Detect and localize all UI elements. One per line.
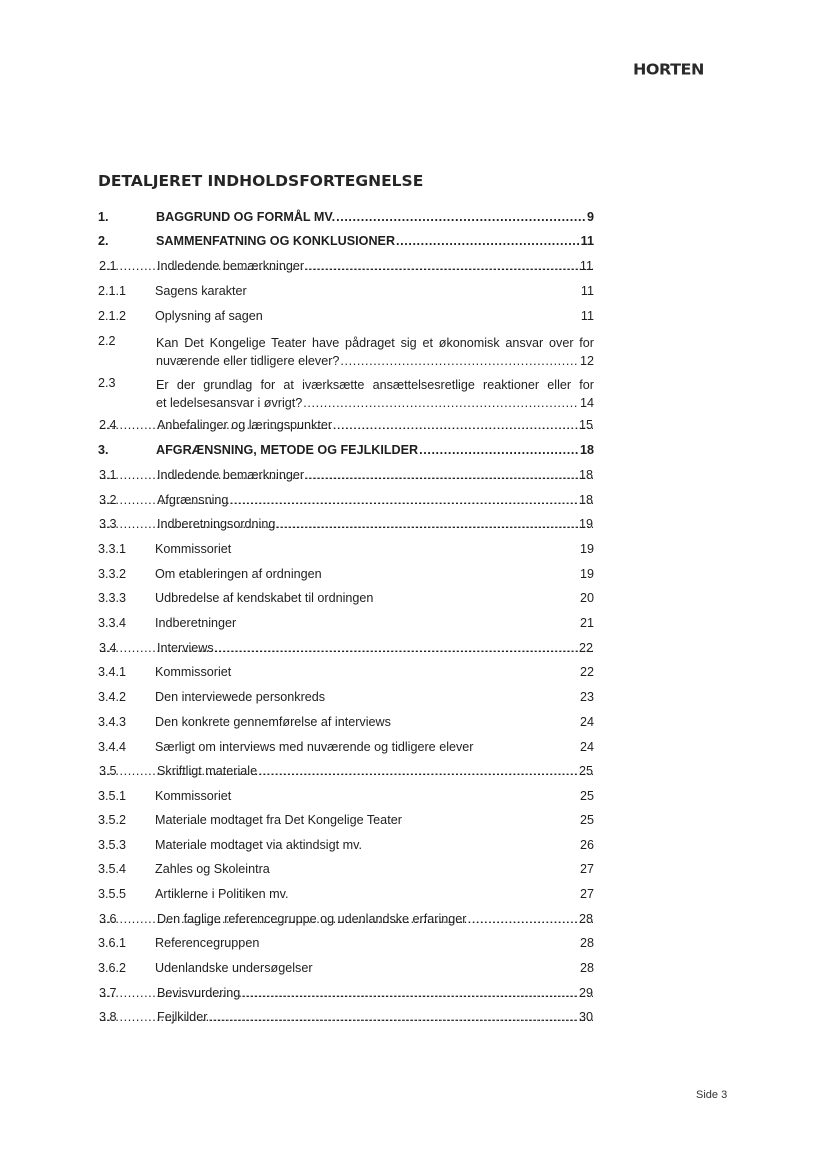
toc-entry-number: 3.5.3 — [98, 838, 127, 852]
toc-entry-title — [157, 418, 593, 432]
toc-entry-number: 2.1 — [99, 259, 117, 273]
toc-entry-page: 11 — [580, 284, 594, 298]
toc-entry-title — [156, 234, 594, 248]
toc-entry-title — [155, 591, 594, 605]
toc-entry-title — [155, 789, 594, 803]
toc-entry-title — [155, 862, 594, 876]
toc-entry[interactable] — [99, 517, 593, 535]
horten-logo: HORTEN — [633, 60, 704, 79]
toc-entry-title — [155, 887, 594, 901]
toc-entry-title-text: SAMMENFATNING OG KONKLUSIONER — [156, 234, 396, 248]
toc-entry[interactable] — [98, 567, 594, 585]
toc-entry-number: 3.3.2 — [98, 567, 127, 581]
toc-entry-title — [156, 334, 594, 370]
toc-entry-title — [157, 517, 593, 531]
toc-entry-page: 27 — [579, 862, 594, 876]
toc-entry-number: 3.4 — [99, 641, 117, 655]
toc-entry-number: 3. — [98, 443, 109, 457]
toc-entry-title — [155, 838, 594, 852]
toc-entry-title-text: Indledende bemærkninger — [157, 468, 305, 482]
toc-entry-page: 11 — [580, 234, 594, 248]
toc-entry-page: 18 — [578, 493, 593, 507]
toc-entry-title-text: Den interviewede personkreds — [155, 690, 326, 704]
toc-entry-number: 3.2 — [99, 493, 117, 507]
toc-entry-title — [157, 641, 593, 655]
toc-entry-page: 28 — [579, 961, 594, 975]
toc-entry-number: 3.7 — [99, 986, 117, 1000]
toc-entry-title-text: Den konkrete gennemførelse af interviews — [155, 715, 391, 729]
toc-entry[interactable] — [99, 468, 593, 486]
toc-entry-title — [157, 493, 593, 507]
toc-entry-number: 3.3.1 — [98, 542, 127, 556]
toc-entry-title — [157, 764, 593, 778]
toc-entry[interactable] — [98, 838, 594, 856]
toc-entry[interactable] — [99, 259, 593, 277]
toc-entry-page: 25 — [578, 764, 593, 778]
toc-entry-number: 2. — [98, 234, 109, 248]
toc-entry-title — [156, 210, 594, 224]
toc-entry-title-text: Referencegruppen — [155, 936, 260, 950]
toc-entry[interactable] — [99, 986, 593, 1004]
toc-entry-title-text: Indberetningsordning — [157, 517, 276, 531]
toc-entry-page: 11 — [580, 309, 594, 323]
toc-entry-title-text: Den faglige referencegruppe og udenlandske erfaringer — [157, 912, 467, 926]
toc-entry-title-text: Zahles og Skoleintra — [155, 862, 270, 876]
toc-entry-page: 18 — [578, 468, 593, 482]
dot-leader — [419, 443, 579, 457]
toc-entry-title — [157, 1010, 593, 1024]
toc-entry-title-text: Kommissoriet — [155, 665, 232, 679]
toc-entry-page: 28 — [579, 936, 594, 950]
toc-entry-page: 29 — [578, 986, 593, 1000]
toc-entry-number: 2.1.1 — [98, 284, 127, 298]
toc-entry-page: 21 — [579, 616, 594, 630]
toc-entry[interactable] — [98, 309, 594, 327]
dot-leader — [241, 986, 578, 1000]
toc-entry-title-text: Udenlandske undersøgelser — [155, 961, 313, 975]
toc-entry-title-text: Skriftligt materiale — [157, 764, 258, 778]
toc-entry-number: 3.1 — [99, 468, 117, 482]
toc-entry[interactable] — [98, 789, 594, 807]
page-number: Side 3 — [696, 1089, 728, 1101]
toc-entry-number: 3.4.4 — [98, 740, 127, 754]
toc-entry-title — [155, 567, 594, 581]
toc-entry-title-text: BAGGRUND OG FORMÅL MV. — [156, 210, 336, 224]
toc-entry-page: 24 — [579, 715, 594, 729]
toc-entry-number: 3.3 — [99, 517, 117, 531]
toc-entry[interactable] — [98, 887, 594, 905]
toc-entry-title — [155, 961, 594, 975]
toc-entry[interactable] — [99, 418, 593, 436]
toc-entry-title — [157, 986, 593, 1000]
dot-leader — [258, 764, 578, 778]
toc-entry[interactable] — [98, 961, 594, 979]
toc-entry-title — [157, 912, 593, 926]
toc-entry-number: 3.8 — [99, 1010, 117, 1024]
toc-entry[interactable] — [98, 690, 594, 708]
toc-entry-number: 3.5.4 — [98, 862, 127, 876]
toc-entry-title-text: Oplysning af sagen — [155, 309, 263, 323]
dot-leader — [215, 641, 578, 655]
toc-entry-number: 3.5.1 — [98, 789, 127, 803]
toc-entry-page: 11 — [579, 259, 593, 273]
toc-entry[interactable] — [98, 591, 594, 609]
toc-entry-title-line: Kan Det Kongelige Teater have pådraget sig et økonomisk ansvar over for — [156, 336, 594, 350]
toc-entry-number: 3.5.2 — [98, 813, 127, 827]
toc-entry-title — [156, 376, 594, 412]
toc-entry-title — [155, 542, 594, 556]
toc-entry-title-text: Indberetninger — [155, 616, 237, 630]
dot-leader — [305, 259, 579, 273]
toc-entry[interactable] — [98, 813, 594, 831]
toc-entry-number: 3.6.2 — [98, 961, 127, 975]
toc-entry-title — [155, 616, 594, 630]
toc-entry-title — [157, 468, 593, 482]
toc-entry-page: 23 — [579, 690, 594, 704]
dot-leader — [336, 210, 586, 224]
toc-entry-number: 3.4.2 — [98, 690, 127, 704]
toc-entry-title-text: Anbefalinger og læringspunkter — [157, 418, 333, 432]
toc-entry-page: 27 — [579, 887, 594, 901]
toc-entry[interactable] — [98, 542, 594, 560]
toc-entry-page: 18 — [579, 443, 594, 457]
toc-entry-title-text: Kommissoriet — [155, 542, 232, 556]
toc-entry-title-text: Interviews — [157, 641, 214, 655]
toc-entry-title-line — [156, 394, 594, 412]
toc-entry-number: 2.1.2 — [98, 309, 127, 323]
toc-entry-title-text: Artiklerne i Politiken mv. — [155, 887, 289, 901]
toc-entry-title-text: Udbredelse af kendskabet til ordningen — [155, 591, 374, 605]
dot-leader — [305, 468, 578, 482]
toc-entry[interactable] — [98, 616, 594, 634]
dot-leader — [340, 352, 579, 370]
toc-entry-title — [155, 813, 594, 827]
toc-entry-title-text: Særligt om interviews med nuværende og tidligere elever — [155, 740, 474, 754]
toc-entry-title-text: Fejlkilder — [157, 1010, 208, 1024]
toc-entry-title-text: Indledende bemærkninger — [157, 259, 305, 273]
toc-entry-page: 25 — [579, 813, 594, 827]
toc-entry[interactable] — [98, 862, 594, 880]
toc-entry[interactable] — [98, 284, 594, 302]
dot-leader — [333, 418, 578, 432]
toc-entry-title-text: et ledelsesansvar i øvrigt? — [156, 396, 303, 410]
toc-entry-title — [155, 690, 594, 704]
toc-entry-number: 2.3 — [98, 376, 116, 390]
toc-entry-number: 3.3.4 — [98, 616, 127, 630]
toc-entry-title-text: AFGRÆNSNING, METODE OG FEJLKILDER — [156, 443, 419, 457]
toc-entry[interactable] — [98, 443, 594, 461]
toc-entry-title-line: Er der grundlag for at iværksætte ansættelsesretlige reaktioner eller for — [156, 378, 594, 392]
toc-entry-page: 12 — [579, 354, 594, 368]
toc-entry-page: 19 — [579, 567, 594, 581]
page-title: DETALJERET INDHOLDSFORTEGNELSE — [98, 172, 424, 190]
toc-entry-page: 14 — [579, 396, 594, 410]
toc-entry[interactable] — [99, 641, 593, 659]
dot-leader — [276, 517, 578, 531]
toc-entry-title — [155, 715, 594, 729]
toc-entry[interactable] — [98, 210, 594, 228]
toc-entry-number: 3.3.3 — [98, 591, 127, 605]
toc-entry[interactable] — [98, 376, 594, 412]
toc-entry-page: 15 — [578, 418, 593, 432]
toc-entry-title-text: Materiale modtaget via aktindsigt mv. — [155, 838, 362, 852]
toc-entry[interactable] — [99, 493, 593, 511]
toc-entry-number: 2.2 — [98, 334, 116, 348]
toc-entry-page: 26 — [579, 838, 594, 852]
toc-entry[interactable] — [99, 764, 593, 782]
toc-entry-number: 3.4.1 — [98, 665, 127, 679]
toc-entry[interactable] — [98, 715, 594, 733]
toc-entry-number: 3.5.5 — [98, 887, 127, 901]
toc-entry-number: 1. — [98, 210, 109, 224]
toc-entry-title-text: Om etableringen af ordningen — [155, 567, 322, 581]
toc-entry-title — [155, 284, 594, 298]
dot-leader — [396, 234, 580, 248]
dot-leader — [303, 394, 579, 412]
toc-entry-page: 22 — [579, 665, 594, 679]
dot-leader — [208, 1010, 578, 1024]
toc-entry-title-text: Kommissoriet — [155, 789, 232, 803]
toc-entry-title — [155, 936, 594, 950]
toc-entry-page: 9 — [586, 210, 594, 224]
toc-entry-title-text: Bevisvurdering — [157, 986, 241, 1000]
toc-entry-page: 30 — [578, 1010, 593, 1024]
toc-entry-title — [155, 740, 594, 754]
toc-entry-number: 3.5 — [99, 764, 117, 778]
toc-entry[interactable] — [98, 334, 594, 370]
toc-entry-title — [155, 309, 594, 323]
toc-entry-page: 19 — [579, 542, 594, 556]
toc-entry-title-text: Materiale modtaget fra Det Kongelige Teater — [155, 813, 402, 827]
toc-entry[interactable] — [99, 1010, 593, 1028]
dot-leader — [229, 493, 578, 507]
dot-leader — [467, 912, 578, 926]
toc-entry[interactable] — [98, 740, 594, 758]
toc-entry-title-text: Sagens karakter — [155, 284, 247, 298]
toc-entry-page: 22 — [578, 641, 593, 655]
toc-entry[interactable] — [98, 936, 594, 954]
toc-entry-title — [156, 443, 594, 457]
toc-entry-title-line — [156, 352, 594, 370]
toc-entry[interactable] — [98, 234, 594, 252]
toc-entry-title-text: Afgrænsning — [157, 493, 229, 507]
toc-entry-number: 3.6.1 — [98, 936, 127, 950]
toc-entry[interactable] — [99, 912, 593, 930]
toc-entry-page: 28 — [578, 912, 593, 926]
toc-entry-title-text: nuværende eller tidligere elever? — [156, 354, 340, 368]
toc-entry-number: 3.6 — [99, 912, 117, 926]
toc-entry[interactable] — [98, 665, 594, 683]
toc-entry-title — [157, 259, 593, 273]
toc-entry-number: 3.4.3 — [98, 715, 127, 729]
toc-entry-title — [155, 665, 594, 679]
toc-entry-page: 20 — [579, 591, 594, 605]
toc-entry-page: 19 — [578, 517, 593, 531]
toc-entry-page: 25 — [579, 789, 594, 803]
toc-entry-page: 24 — [579, 740, 594, 754]
toc-entry-number: 2.4 — [99, 418, 117, 432]
